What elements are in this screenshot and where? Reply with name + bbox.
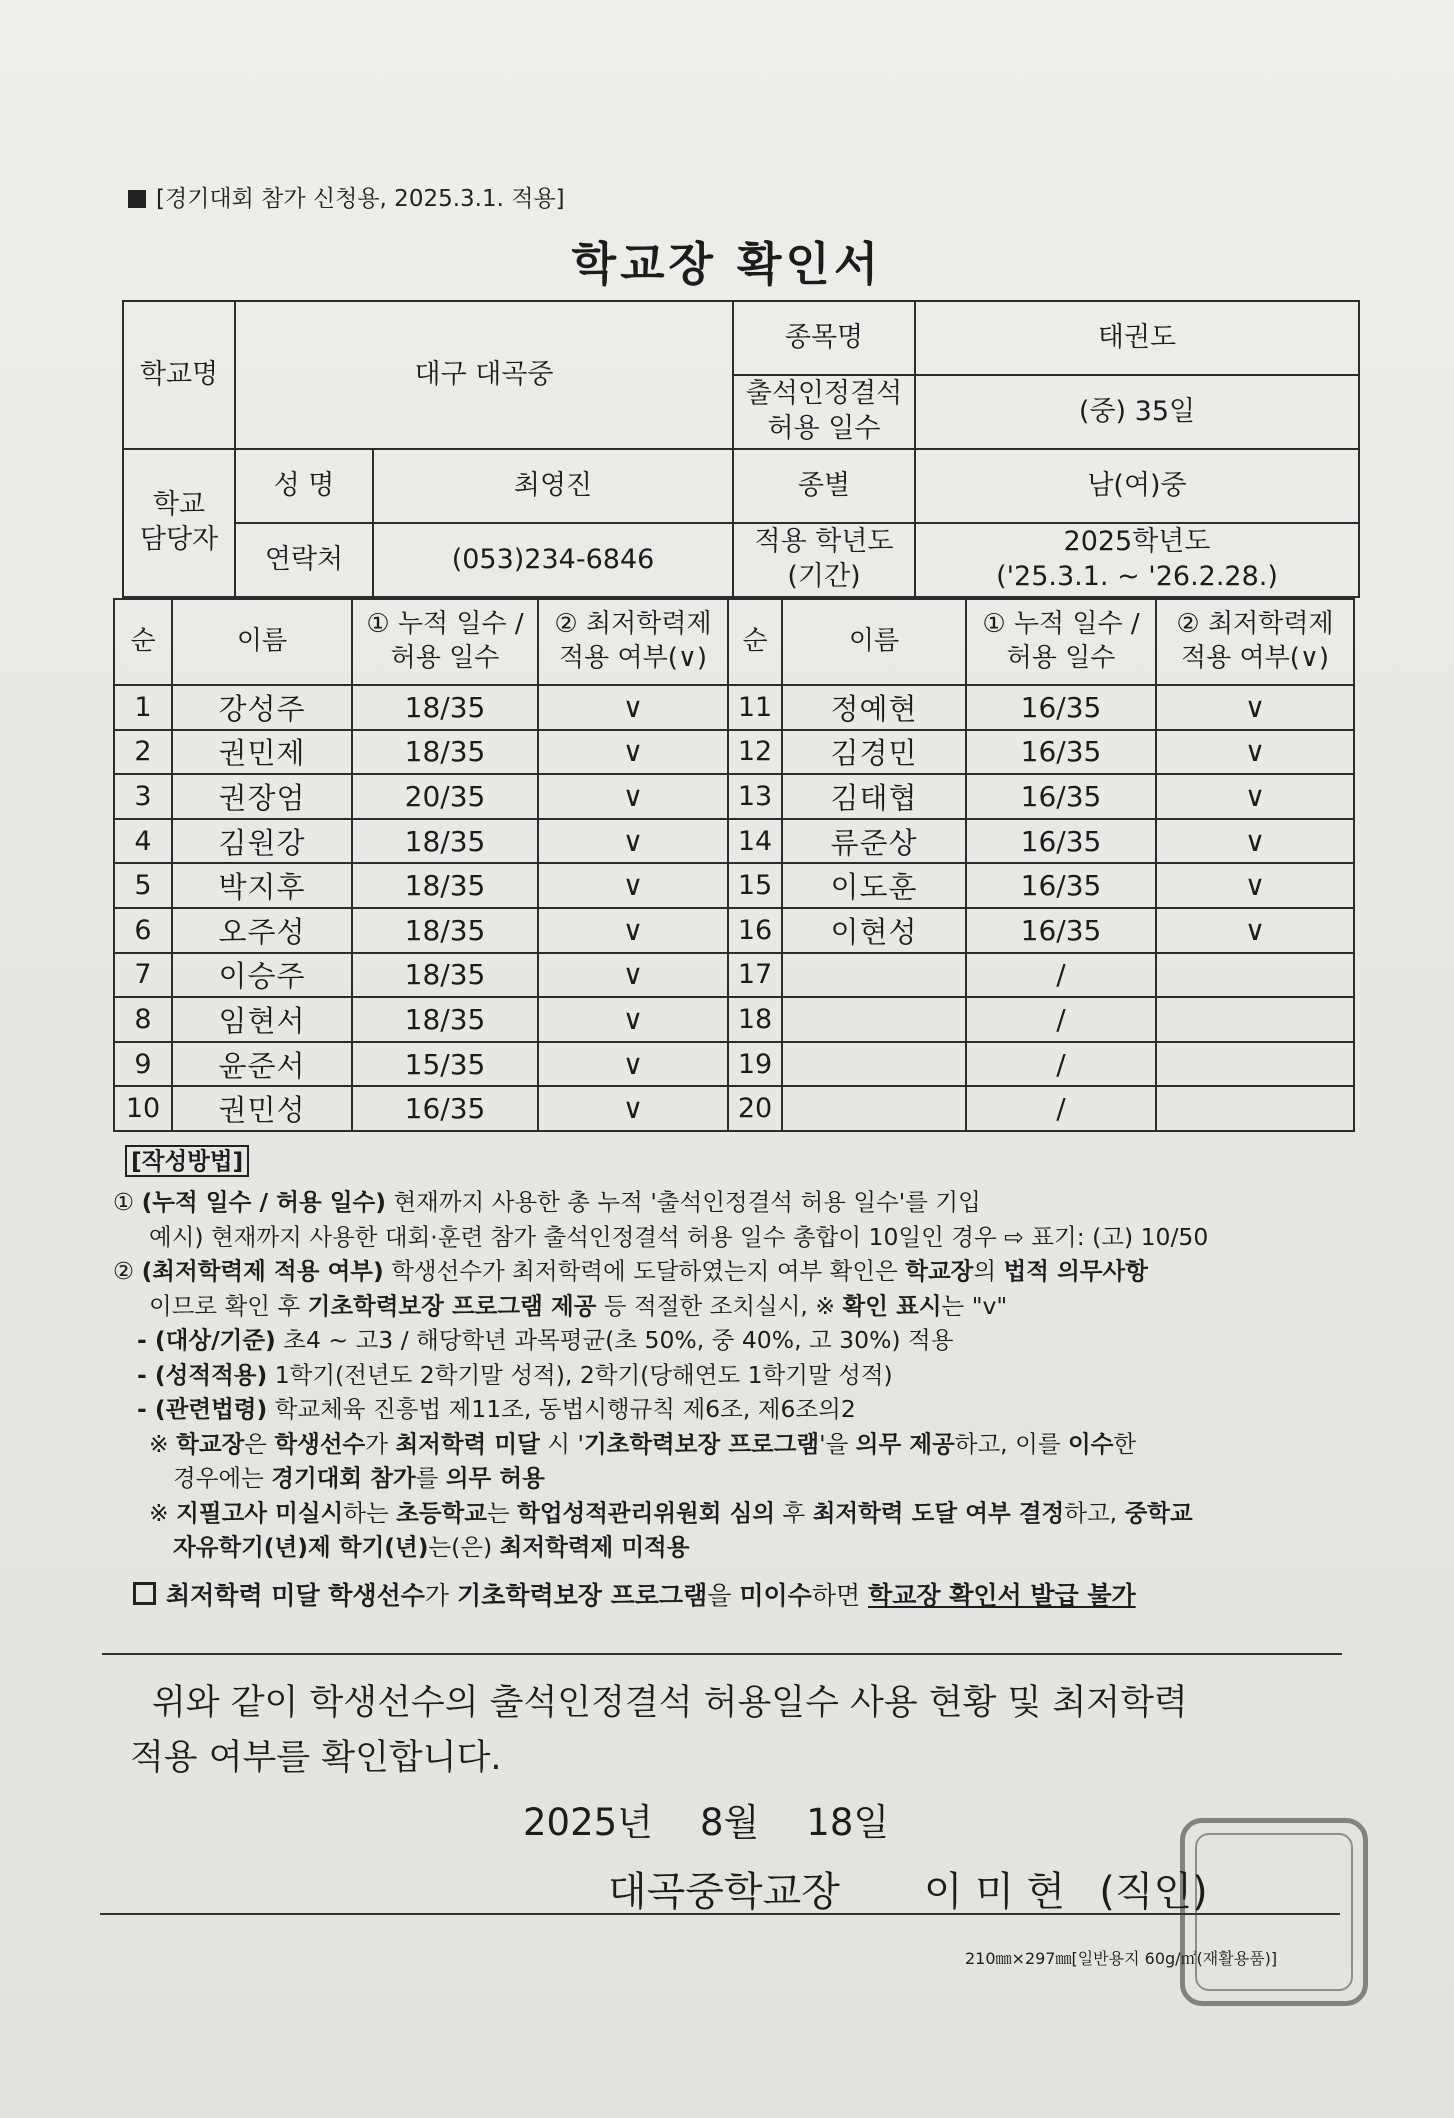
table-row	[114, 685, 1354, 730]
min-academic-check: ∨	[538, 819, 728, 864]
student-name	[782, 953, 966, 998]
absence-days: 18/35	[352, 953, 538, 998]
min-academic-check: ∨	[1156, 863, 1354, 908]
student-name: 정예현	[782, 685, 966, 730]
student-name: 오주성	[172, 908, 352, 953]
confirmation-statement: 위와 같이 학생선수의 출석인정결석 허용일수 사용 현황 및 최저학력 적용 여부를 확인합니다.	[130, 1683, 1188, 1778]
header-check: ② 최저학력제 적용 여부(∨)	[538, 599, 728, 685]
row-number: 17	[728, 953, 782, 998]
student-name: 김태협	[782, 774, 966, 819]
min-academic-check: ∨	[1156, 730, 1354, 775]
row-number: 20	[728, 1086, 782, 1131]
row-number: 16	[728, 908, 782, 953]
absence-days: 15/35	[352, 1042, 538, 1087]
allowed-days-label: 출석인정결석 허용 일수	[733, 375, 915, 449]
absence-days: 18/35	[352, 685, 538, 730]
absence-days: 16/35	[966, 685, 1156, 730]
header-no: 순	[728, 599, 782, 685]
min-academic-check	[1156, 997, 1354, 1042]
issue-date: 2025년 8월 18일	[523, 1801, 890, 1844]
absence-days: 16/35	[966, 908, 1156, 953]
seal-text: (직인)	[1099, 1869, 1208, 1915]
sport-label: 종목명	[733, 301, 915, 375]
absence-days: /	[966, 1042, 1156, 1087]
absence-days: 16/35	[966, 774, 1156, 819]
min-academic-check: ∨	[538, 908, 728, 953]
row-number: 10	[114, 1086, 172, 1131]
student-name: 강성주	[172, 685, 352, 730]
square-bullet-icon	[128, 190, 146, 208]
student-name: 이승주	[172, 953, 352, 998]
student-name: 권민제	[172, 730, 352, 775]
header-name: 이름	[782, 599, 966, 685]
row-number: 15	[728, 863, 782, 908]
row-number: 1	[114, 685, 172, 730]
guide-sub-target: - (대상/기준) 초4 ~ 고3 / 해당학년 과목평균(초 50%, 중 40%, 고 30%) 적용	[137, 1326, 954, 1354]
table-row	[114, 953, 1354, 998]
school-name-value: 대구 대곡중	[235, 301, 733, 449]
row-number: 13	[728, 774, 782, 819]
principal-name: 이 미 현	[923, 1869, 1066, 1915]
school-principal-title: 대곡중학교장	[608, 1869, 840, 1915]
guide-item-1: ① (누적 일수 / 허용 일수) 현재까지 사용한 총 누적 '출석인정결석 허용 일수'를 기입	[113, 1188, 981, 1216]
student-athletes-table	[113, 598, 1355, 1132]
sport-value: 태권도	[915, 301, 1359, 375]
row-number: 7	[114, 953, 172, 998]
absence-days: 16/35	[966, 863, 1156, 908]
row-number: 14	[728, 819, 782, 864]
row-number: 19	[728, 1042, 782, 1087]
student-name	[782, 997, 966, 1042]
absence-days: 16/35	[966, 819, 1156, 864]
row-number: 2	[114, 730, 172, 775]
min-academic-check: ∨	[538, 774, 728, 819]
student-name: 류준상	[782, 819, 966, 864]
header-days: ① 누적 일수 / 허용 일수	[966, 599, 1156, 685]
table-row	[114, 997, 1354, 1042]
row-number: 8	[114, 997, 172, 1042]
row-number: 3	[114, 774, 172, 819]
row-number: 5	[114, 863, 172, 908]
contact-value: (053)234-6846	[373, 523, 733, 597]
student-name	[782, 1042, 966, 1087]
table-header-row	[114, 599, 1354, 685]
min-academic-check	[1156, 953, 1354, 998]
manager-label: 학교 담당자	[123, 449, 235, 597]
absence-days: 20/35	[352, 774, 538, 819]
min-academic-check: ∨	[1156, 774, 1354, 819]
table-row	[114, 1086, 1354, 1131]
guide-sub-law: - (관련법령) 학교체육 진흥법 제11조, 동법시행규칙 제6조, 제6조의2	[137, 1395, 856, 1423]
principal-signature-line	[608, 1860, 1208, 1917]
min-academic-check: ∨	[1156, 685, 1354, 730]
writing-guide	[113, 1144, 1353, 1613]
header-no: 순	[114, 599, 172, 685]
school-info-table	[122, 300, 1360, 598]
person-name-label: 성 명	[235, 449, 373, 523]
divider-line-bottom	[100, 1913, 1340, 1915]
row-number: 6	[114, 908, 172, 953]
student-name: 박지후	[172, 863, 352, 908]
guide-final-notice: 최저학력 미달 학생선수가 기초학력보장 프로그램을 미이수하면 학교장 확인서 발급 불가	[113, 1579, 1353, 1614]
student-name: 윤준서	[172, 1042, 352, 1087]
row-number: 18	[728, 997, 782, 1042]
absence-days: /	[966, 997, 1156, 1042]
guide-item-1-example: 예시) 현재까지 사용한 대회·훈련 참가 출석인정결석 허용 일수 총합이 10일인 경우 ⇨ 표기: (고) 10/50	[149, 1222, 1209, 1251]
table-row	[114, 908, 1354, 953]
header-name: 이름	[172, 599, 352, 685]
school-name-label: 학교명	[123, 301, 235, 449]
contact-label: 연락처	[235, 523, 373, 597]
student-name: 김경민	[782, 730, 966, 775]
min-academic-check: ∨	[538, 730, 728, 775]
school-year-value: 2025학년도 ('25.3.1. ~ '26.2.28.)	[915, 523, 1359, 597]
document-title: 학교장 확인서	[571, 237, 883, 291]
min-academic-check: ∨	[1156, 819, 1354, 864]
min-academic-check: ∨	[1156, 908, 1354, 953]
allowed-days-value: (중) 35일	[915, 375, 1359, 449]
divider-line	[102, 1653, 1342, 1655]
row-number: 11	[728, 685, 782, 730]
checkbox-square-icon	[133, 1582, 156, 1605]
min-academic-check: ∨	[538, 685, 728, 730]
guide-note-2-line-2: 자유학기(년)제 학기(년)는(은) 최저학력제 미적용	[173, 1533, 690, 1561]
guide-note-1: ※ 학교장은 학생선수가 최저학력 미달 시 '기초학력보장 프로그램'을 의무 제공하고, 이를 이수한	[149, 1429, 1137, 1458]
paper-spec: 210㎜×297㎜[일반용지 60g/㎡(재활용품)]	[965, 1949, 1278, 1968]
person-name-value: 최영진	[373, 449, 733, 523]
category-label: 종별	[733, 449, 915, 523]
student-name: 이도훈	[782, 863, 966, 908]
absence-days: 18/35	[352, 908, 538, 953]
absence-days: 18/35	[352, 997, 538, 1042]
table-row	[114, 863, 1354, 908]
header-days: ① 누적 일수 / 허용 일수	[352, 599, 538, 685]
row-number: 4	[114, 819, 172, 864]
table-row	[114, 730, 1354, 775]
absence-days: 18/35	[352, 819, 538, 864]
absence-days: 18/35	[352, 730, 538, 775]
absence-days: /	[966, 1086, 1156, 1131]
min-academic-check: ∨	[538, 997, 728, 1042]
min-academic-check	[1156, 1086, 1354, 1131]
table-row	[114, 1042, 1354, 1087]
row-number: 9	[114, 1042, 172, 1087]
guide-heading: [작성방법]	[125, 1145, 249, 1177]
min-academic-check: ∨	[538, 1086, 728, 1131]
absence-days: 16/35	[352, 1086, 538, 1131]
student-name	[782, 1086, 966, 1131]
table-row	[114, 774, 1354, 819]
absence-days: 18/35	[352, 863, 538, 908]
guide-item-2-line-2: 이므로 확인 후 기초학력보장 프로그램 제공 등 적절한 조치실시, ※ 확인 표시는 "v"	[149, 1291, 1008, 1320]
min-academic-check: ∨	[538, 863, 728, 908]
row-number: 12	[728, 730, 782, 775]
student-name: 권민성	[172, 1086, 352, 1131]
guide-item-2: ② (최저학력제 적용 여부) 학생선수가 최저학력에 도달하였는지 여부 확인은 학교장의 법적 의무사항	[113, 1257, 1148, 1285]
school-year-label: 적용 학년도 (기간)	[733, 523, 915, 597]
absence-days: 16/35	[966, 730, 1156, 775]
table-row	[114, 819, 1354, 864]
official-seal-stamp	[1180, 1818, 1368, 2006]
student-name: 김원강	[172, 819, 352, 864]
min-academic-check: ∨	[538, 1042, 728, 1087]
guide-note-1-line-2: 경우에는 경기대회 참가를 의무 허용	[173, 1464, 545, 1492]
min-academic-check: ∨	[538, 953, 728, 998]
guide-note-2: ※ 지필고사 미실시하는 초등학교는 학업성적관리위원회 심의 후 최저학력 도달 여부 결정하고, 중학교	[149, 1498, 1193, 1527]
absence-days: /	[966, 953, 1156, 998]
student-name: 임현서	[172, 997, 352, 1042]
category-value: 남(여)중	[915, 449, 1359, 523]
student-name: 권장엄	[172, 774, 352, 819]
guide-sub-grades: - (성적적용) 1학기(전년도 2학기말 성적), 2학기(당해연도 1학기말 성적)	[137, 1360, 893, 1389]
document-tag: [경기대회 참가 신청용, 2025.3.1. 적용]	[128, 180, 565, 213]
min-academic-check	[1156, 1042, 1354, 1087]
header-check: ② 최저학력제 적용 여부(∨)	[1156, 599, 1354, 685]
student-name: 이현성	[782, 908, 966, 953]
